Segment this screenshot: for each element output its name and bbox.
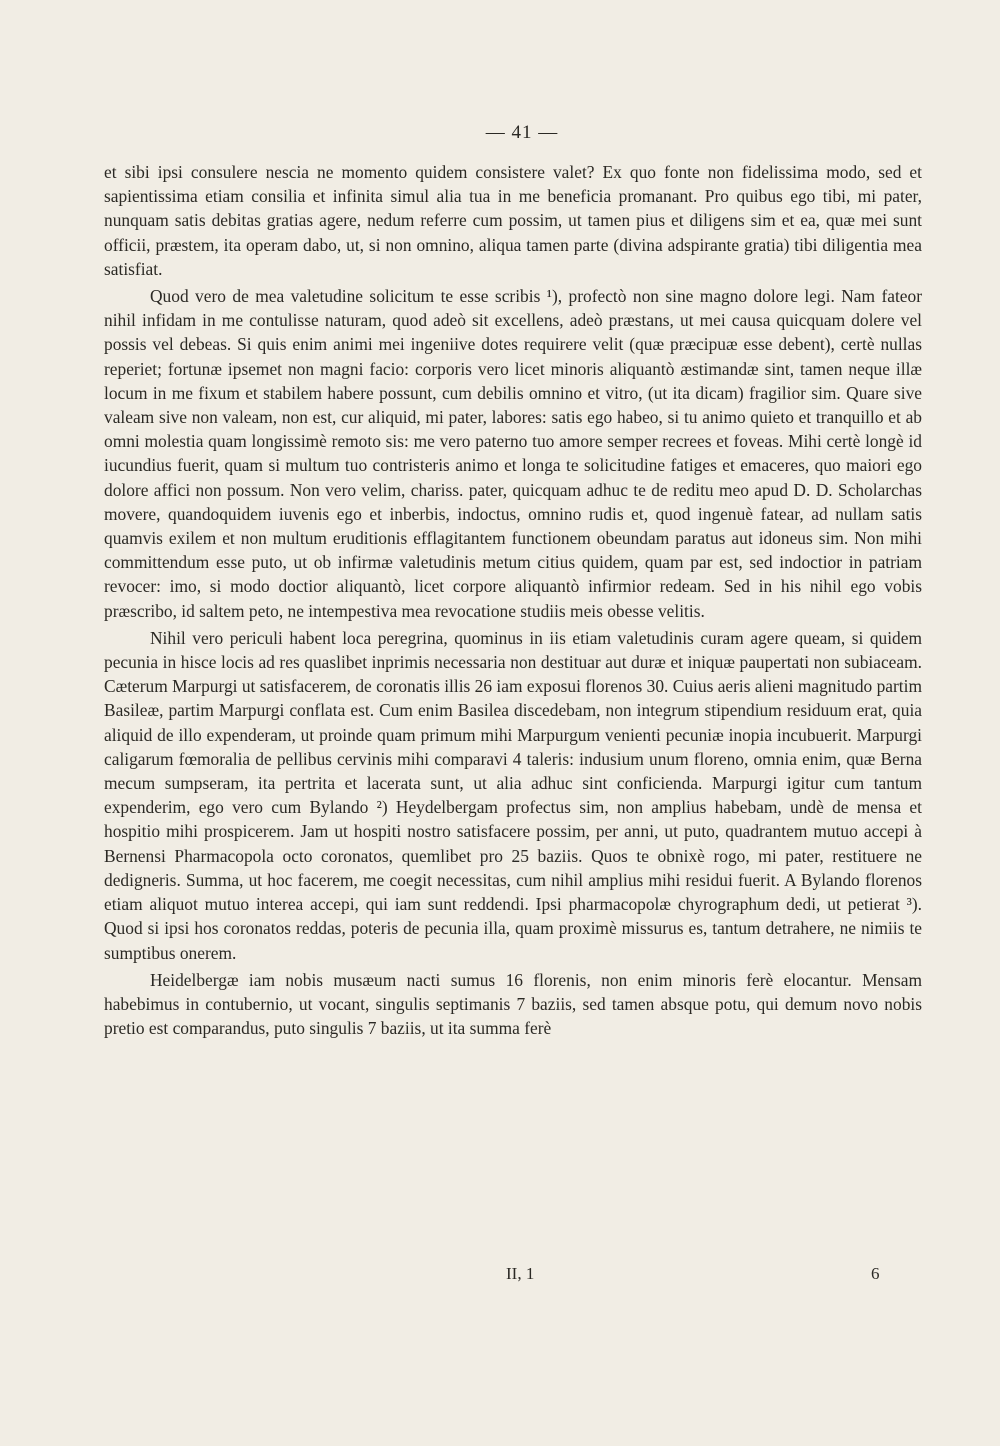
- paragraph-4: Heidelbergæ iam nobis musæum nacti sumus 16 florenis, non enim minoris ferè elocantur. Mensam habebimus in contubernio, ut vocant, singulis septimanis 7 baziis, sed tamen absque potu, qui demum novo nobis pretio est comparandus, puto singulis 7 baziis, ut ita summa ferè: [104, 969, 922, 1039]
- body-text: [104, 160, 922, 1040]
- folio-number: 6: [871, 1264, 880, 1283]
- page-number: — 41 —: [485, 122, 559, 143]
- paragraph-2: Quod vero de mea valetudine solicitum te esse scribis ¹), profectò non sine magno dolore legi. Nam fateor nihil infidam in me contulisse naturam, quod adeò sit excellens, adeò præstans, ut mei causa quicquam dolere vel possis vel debeas. Si quis enim animi mei ingeniive dotes requirere velit (quæ præcipuæ esse debent), certè nullas reperiet; fortunæ ipsemet non magni facio: corporis vero licet minoris aliquantò æstimandæ sint, tamen neque illæ locum in me fixum et stabilem habere possunt, cum debilis omnino et vitro, (ut ita dicam) fragilior sim. Quare sive valeam sive non valeam, non est, cur aliquid, mi pater, labores: satis ego habeo, si tu animo quieto et tranquillo et ab omni molestia quam longissimè remoto sis: me vero paterno tuo amore semper recrees et foveas. Mihi certè longè id iucundius fuerit, quam si multum tuo contristeris animo et longa te solicitudine fatiges et emaceres, quo maiori ego dolore affici non possum. Non vero velim, chariss. pater, quicquam adhuc te de reditu meo apud D. D. Scholarchas movere, quandoquidem iuvenis ego et inberbis, indoctus, omnino rudis et, quod ingenuè fatear, ad nullam satis quamvis exilem et non multum eruditionis efflagitantem functionem obeundam paratus aut idoneus sim. Non mihi committendum esse puto, ut ob infirmæ valetudinis metum citius quidem, quam par est, sed indoctior in patriam revocer: imo, si modo doctior aliquantò, licet corpore aliquantò infirmior redeam. Sed in his nihil ego vobis præscribo, id saltem peto, ne intempestiva mea revocatione studiis meis obesse velitis.: [104, 286, 922, 621]
- signature-mark: II, 1: [506, 1264, 535, 1283]
- paragraph-3: Nihil vero periculi habent loca peregrina, quominus in iis etiam valetudinis curam agere queam, si quidem pecunia in hisce locis ad res quaslibet inprimis necessaria non destituar aut duræ et iniquæ paupertati non subiaceam. Cæterum Marpurgi ut satisfacerem, de coronatis illis 26 iam exposui florenos 30. Cuius aeris alieni magnitudo partim Basileæ, partim Marpurgi conflata est. Cum enim Basilea discedebam, non integrum stipendium residuum erat, quia aliquid de illo expenderam, ut proinde quam primum mihi Marpurgum venienti pecuniæ inopia incubuerit. Marpurgi caligarum fœmoralia de pellibus cervinis mihi comparavi 4 taleris: indusium unum floreno, omnia enim, quæ Berna mecum sumpseram, ita pertrita et lacerata sunt, ut alia adhuc sint conficienda. Marpurgi igitur cum tantum expenderim, ego vero cum Bylando ²) Heydelbergam profectus sim, non amplius habebam, undè de mensa et hospitio mihi prospicerem. Jam ut hospiti nostro satisfacere possim, per anni, ut puto, quadrantem mutuo accepi à Bernensi Pharmacopola octo coronatos, quemlibet pro 25 baziis. Quos te obnixè rogo, mi pater, restituere ne dedigneris. Summa, ut hoc facerem, me coegit necessitas, cum nihil amplius mihi residui fuerit. A Bylando florenos etiam aliquot mutuo interea accepi, qui iam sunt reddendi. Ipsi pharmacopolæ chyrographum dedi, ut petierat ³). Quod si ipsi hos coronatos reddas, poteris de pecunia illa, quam proximè missurus es, tantum detrahere, ne nimiis te sumptibus onerem.: [104, 627, 922, 963]
- paragraph-1: et sibi ipsi consulere nescia ne momento quidem consistere valet? Ex quo fonte non fidelissima modo, sed et sapientissima etiam consilia et infinita simul alia tua in me beneficia promanant. Pro quibus ego tibi, mi pater, nunquam satis debitas gratias agere, nedum referre cum possim, ut tamen pius et diligens sim et ea, quæ mei sunt officii, præstem, ita operam dabo, ut, si non omnino, aliqua tamen parte (divina adspirante gratia) tibi diligentia mea satisfiat.: [104, 162, 922, 279]
